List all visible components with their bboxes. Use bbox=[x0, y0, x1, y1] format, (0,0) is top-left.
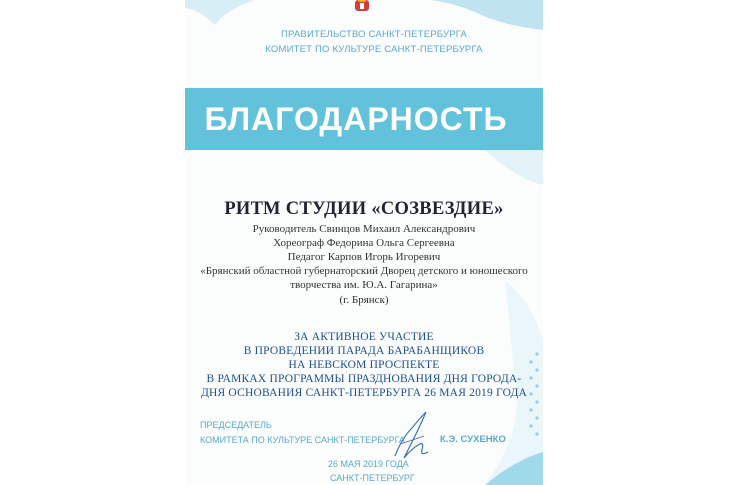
reason-line: ЗА АКТИВНОЕ УЧАСТИЕ bbox=[294, 331, 434, 343]
certificate-title: БЛАГОДАРНОСТЬ bbox=[204, 101, 508, 137]
handwritten-signature bbox=[390, 408, 435, 463]
signature-date: 26 МАЯ 2019 ГОДА bbox=[328, 459, 409, 469]
reason-line: В ПРОВЕДЕНИИ ПАРАДА БАРАБАНЩИКОВ bbox=[243, 345, 485, 357]
certificate bbox=[185, 0, 543, 485]
reason-line: ДНЯ ОСНОВАНИЯ САНКТ-ПЕТЕРБУРГА 26 МАЯ 2019 ГОДА bbox=[200, 387, 528, 399]
organization-name-line2: творчества им. Ю.А. Гагарина» bbox=[290, 279, 438, 291]
coat-of-arms-emblem bbox=[351, 0, 373, 12]
signature-city: САНКТ-ПЕТЕРБУРГ bbox=[330, 473, 415, 483]
organization-name-line1: «Брянский областной губернаторский Дворец детского и юношеского bbox=[200, 265, 528, 277]
chair-name: К.Э. СУХЕНКО bbox=[440, 434, 506, 445]
reason-line: В РАМКАХ ПРОГРАММЫ ПРАЗДНОВАНИЯ ДНЯ ГОРОДА- bbox=[206, 373, 522, 385]
recipient-person: Педагог Карпов Игорь Игоревич bbox=[287, 251, 441, 263]
reason-line: НА НЕВСКОМ ПРОСПЕКТЕ bbox=[288, 359, 440, 371]
recipient-name: РИТМ СТУДИИ «СОЗВЕЗДИЕ» bbox=[224, 199, 504, 219]
recipient-person: Руководитель Свинцов Михаил Александрович bbox=[252, 223, 476, 235]
committee-title: КОМИТЕТ ПО КУЛЬТУРЕ САНКТ-ПЕТЕРБУРГА bbox=[265, 44, 483, 55]
chair-committee: КОМИТЕТА ПО КУЛЬТУРЕ САНКТ-ПЕТЕРБУРГА bbox=[200, 435, 405, 445]
government-title: ПРАВИТЕЛЬСТВО САНКТ-ПЕТЕРБУРГА bbox=[280, 29, 468, 40]
title-banner bbox=[185, 88, 543, 150]
recipient-person: Хореограф Федорина Ольга Сергеевна bbox=[273, 237, 455, 249]
chair-label: ПРЕДСЕДАТЕЛЬ bbox=[200, 420, 272, 430]
organization-city: (г. Брянск) bbox=[339, 294, 389, 306]
